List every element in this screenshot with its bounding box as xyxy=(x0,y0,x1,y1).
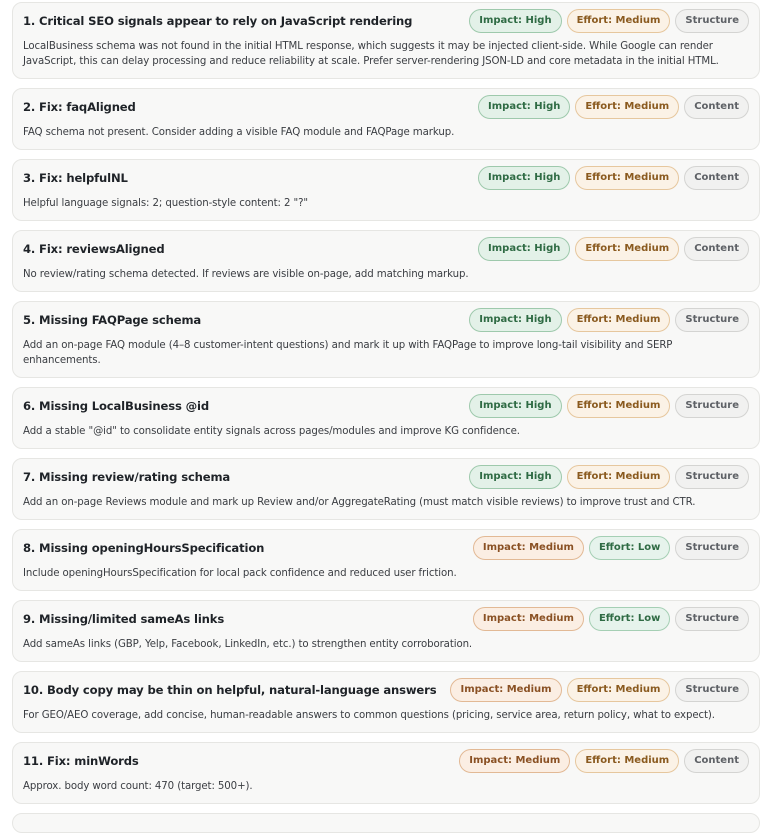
card-header xyxy=(23,743,749,779)
effort-badge: Effort: Medium xyxy=(575,166,679,190)
recommendation-description: For GEO/AEO coverage, add concise, human-readable answers to common questions (pricing, service area, return policy, what to expect). xyxy=(23,710,715,721)
category-badge: Content xyxy=(684,166,749,190)
effort-badge: Effort: Medium xyxy=(575,237,679,261)
category-badge: Structure xyxy=(675,308,749,332)
recommendation-title: 8. Missing openingHoursSpecification xyxy=(23,541,265,555)
card-header xyxy=(23,231,749,267)
impact-badge: Impact: High xyxy=(478,95,570,119)
recommendation-card xyxy=(12,529,760,591)
category-badge: Structure xyxy=(675,394,749,418)
impact-badge: Impact: High xyxy=(469,9,561,33)
card-header xyxy=(23,160,749,196)
badge-group xyxy=(469,465,749,489)
card-header xyxy=(23,89,749,125)
card-header xyxy=(23,302,749,338)
badge-group xyxy=(469,9,749,33)
category-badge: Structure xyxy=(675,536,749,560)
recommendation-card xyxy=(12,159,760,221)
recommendation-card xyxy=(12,230,760,292)
card-header xyxy=(23,601,749,637)
effort-badge: Effort: Medium xyxy=(567,394,671,418)
recommendation-title: 11. Fix: minWords xyxy=(23,754,139,768)
recommendation-description: Helpful language signals: 2; question-style content: 2 "?" xyxy=(23,198,309,209)
category-badge: Structure xyxy=(675,9,749,33)
recommendation-title: 10. Body copy may be thin on helpful, natural-language answers xyxy=(23,683,437,697)
badge-group xyxy=(469,308,749,332)
recommendation-card xyxy=(12,600,760,662)
recommendation-card-partial xyxy=(12,813,760,833)
recommendation-description: Approx. body word count: 470 (target: 500+). xyxy=(23,781,253,792)
effort-badge: Effort: Medium xyxy=(567,9,671,33)
impact-badge: Impact: High xyxy=(478,237,570,261)
recommendation-description: Add an on-page Reviews module and mark up Review and/or AggregateRating (must match visible reviews) to improve trust and CTR. xyxy=(23,497,696,508)
badge-group xyxy=(469,394,749,418)
recommendation-title: 6. Missing LocalBusiness @id xyxy=(23,399,209,413)
impact-badge: Impact: High xyxy=(469,465,561,489)
impact-badge: Impact: High xyxy=(469,394,561,418)
badge-group xyxy=(478,95,749,119)
recommendation-title: 2. Fix: faqAligned xyxy=(23,100,136,114)
recommendation-title: 5. Missing FAQPage schema xyxy=(23,313,202,327)
effort-badge: Effort: Medium xyxy=(567,308,671,332)
badge-group xyxy=(473,536,749,560)
recommendation-card xyxy=(12,301,760,378)
recommendation-card xyxy=(12,671,760,733)
card-header xyxy=(23,3,749,39)
effort-badge: Effort: Medium xyxy=(575,95,679,119)
impact-badge: Impact: High xyxy=(478,166,570,190)
recommendation-title: 7. Missing review/rating schema xyxy=(23,470,231,484)
recommendation-title: 3. Fix: helpfulNL xyxy=(23,171,128,185)
recommendation-title: 4. Fix: reviewsAligned xyxy=(23,242,165,256)
recommendation-card xyxy=(12,742,760,804)
card-header xyxy=(23,530,749,566)
recommendation-description: Include openingHoursSpecification for local pack confidence and reduced user friction. xyxy=(23,568,457,579)
impact-badge: Impact: Medium xyxy=(450,678,561,702)
impact-badge: Impact: Medium xyxy=(459,749,570,773)
badge-group xyxy=(450,678,749,702)
effort-badge: Effort: Medium xyxy=(567,465,671,489)
effort-badge: Effort: Low xyxy=(589,536,670,560)
card-header xyxy=(23,672,749,708)
badge-group xyxy=(478,166,749,190)
category-badge: Structure xyxy=(675,678,749,702)
impact-badge: Impact: High xyxy=(469,308,561,332)
recommendation-description: Add a stable "@id" to consolidate entity signals across pages/modules and improve KG confidence. xyxy=(23,426,520,437)
recommendation-card xyxy=(12,88,760,150)
recommendation-description: No review/rating schema detected. If reviews are visible on-page, add matching markup. xyxy=(23,269,469,280)
card-header xyxy=(23,388,749,424)
badge-group xyxy=(473,607,749,631)
impact-badge: Impact: Medium xyxy=(473,607,584,631)
badge-group xyxy=(478,237,749,261)
category-badge: Structure xyxy=(675,465,749,489)
recommendation-description: Add sameAs links (GBP, Yelp, Facebook, LinkedIn, etc.) to strengthen entity corroboration. xyxy=(23,639,473,650)
recommendation-card xyxy=(12,2,760,79)
category-badge: Content xyxy=(684,749,749,773)
recommendation-card xyxy=(12,458,760,520)
recommendation-description: FAQ schema not present. Consider adding a visible FAQ module and FAQPage markup. xyxy=(23,127,455,138)
category-badge: Structure xyxy=(675,607,749,631)
effort-badge: Effort: Low xyxy=(589,607,670,631)
category-badge: Content xyxy=(684,95,749,119)
effort-badge: Effort: Medium xyxy=(567,678,671,702)
category-badge: Content xyxy=(684,237,749,261)
impact-badge: Impact: Medium xyxy=(473,536,584,560)
recommendation-description: LocalBusiness schema was not found in the initial HTML response, which suggests it may be injected client-side. While Google can render JavaScript, this can delay processing and reduce reliability at scale. Prefer server-rendering JSON-LD and core metadata in the initial HTML. xyxy=(23,41,719,67)
badge-group xyxy=(459,749,749,773)
card-header xyxy=(23,459,749,495)
recommendation-title: 1. Critical SEO signals appear to rely on JavaScript rendering xyxy=(23,14,413,28)
recommendation-title: 9. Missing/limited sameAs links xyxy=(23,612,225,626)
recommendation-description: Add an on-page FAQ module (4–8 customer-intent questions) and mark it up with FAQPage to improve long-tail visibility and SERP enhancements. xyxy=(23,340,673,366)
recommendation-card xyxy=(12,387,760,449)
effort-badge: Effort: Medium xyxy=(575,749,679,773)
